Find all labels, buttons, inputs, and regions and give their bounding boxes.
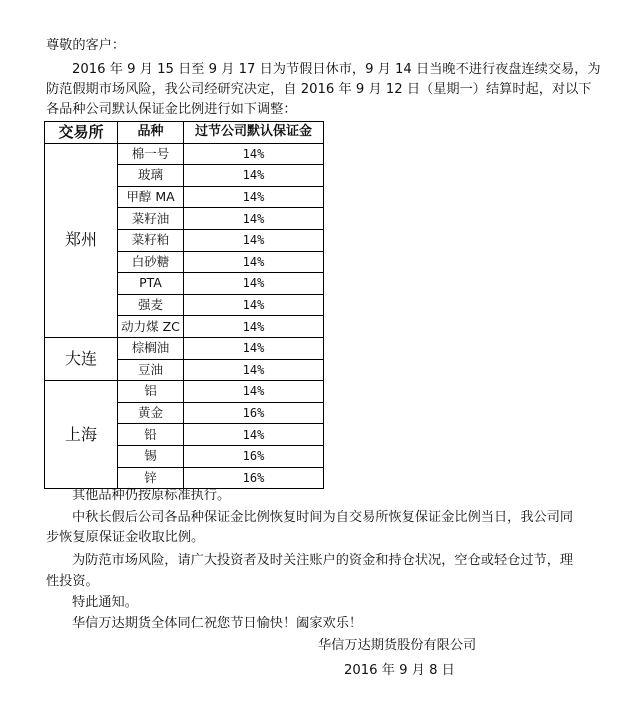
product-cell: 菜籽粕 [118,229,184,251]
ratio-cell: 14% [184,229,324,251]
ratio-cell: 14% [184,359,324,381]
closing-line-2: 中秋长假后公司各品种保证金比例恢复时间为自交易所恢复保证金比例当日，我公司同 [72,510,574,525]
signature-company: 华信万达期货股份有限公司 [318,638,477,653]
table-row [45,381,324,403]
product-cell: PTA [118,273,184,295]
header-exchange: 交易所 [45,122,118,144]
product-cell: 菜籽油 [118,208,184,230]
product-cell: 锡 [118,445,184,467]
table-row [45,143,324,165]
product-cell: 甲醇 MA [118,186,184,208]
ratio-cell: 14% [184,273,324,295]
exchange-cell: 大连 [45,337,118,380]
closing-line-1: 其他品种仍按原标准执行。 [72,488,231,503]
product-cell: 玻璃 [118,165,184,187]
ratio-cell: 14% [184,294,324,316]
margin-ratio-table [44,121,324,489]
closing-line-3: 步恢复原保证金收取比例。 [46,530,205,545]
ratio-cell: 14% [184,186,324,208]
intro-line-2: 防范假期市场风险，我公司经研究决定，自 2016 年 9 月 12 日（星期一）结算时起，对以下 [46,82,592,97]
ratio-cell: 16% [184,445,324,467]
product-cell: 棕榈油 [118,337,184,359]
table-row [45,337,324,359]
ratio-cell: 14% [184,143,324,165]
ratio-cell: 14% [184,381,324,403]
product-cell: 强麦 [118,294,184,316]
ratio-cell: 16% [184,402,324,424]
product-cell: 黄金 [118,402,184,424]
closing-line-4: 为防范市场风险，请广大投资者及时关注账户的资金和持仓状况，空仓或轻仓过节，理 [72,553,574,568]
ratio-cell: 14% [184,337,324,359]
header-ratio: 过节公司默认保证金 [184,122,324,144]
product-cell: 棉一号 [118,143,184,165]
intro-line-3: 各品种公司默认保证金比例进行如下调整： [46,102,297,117]
product-cell: 铅 [118,424,184,446]
exchange-cell: 郑州 [45,143,118,337]
table-body [45,143,324,489]
closing-line-5: 性投资。 [46,574,99,589]
exchange-cell: 上海 [45,381,118,489]
ratio-cell: 14% [184,251,324,273]
ratio-cell: 14% [184,424,324,446]
product-cell: 锌 [118,467,184,489]
ratio-cell: 14% [184,165,324,187]
product-cell: 动力煤 ZC [118,316,184,338]
ratio-cell: 14% [184,316,324,338]
closing-line-7: 华信万达期货全体同仁祝您节日愉快！阖家欢乐！ [72,616,363,631]
signature-date: 2016 年 9 月 8 日 [344,663,455,678]
header-product: 品种 [118,122,184,144]
product-cell: 豆油 [118,359,184,381]
product-cell: 白砂糖 [118,251,184,273]
table-header-row [45,122,324,144]
closing-line-6: 特此通知。 [72,595,138,610]
ratio-cell: 16% [184,467,324,489]
product-cell: 铝 [118,381,184,403]
ratio-cell: 14% [184,208,324,230]
intro-line-1: 2016 年 9 月 15 日至 9 月 17 日为节假日休市，9 月 14 日当晚不进行夜盘连续交易，为 [72,62,601,77]
salutation: 尊敬的客户： [46,38,126,53]
